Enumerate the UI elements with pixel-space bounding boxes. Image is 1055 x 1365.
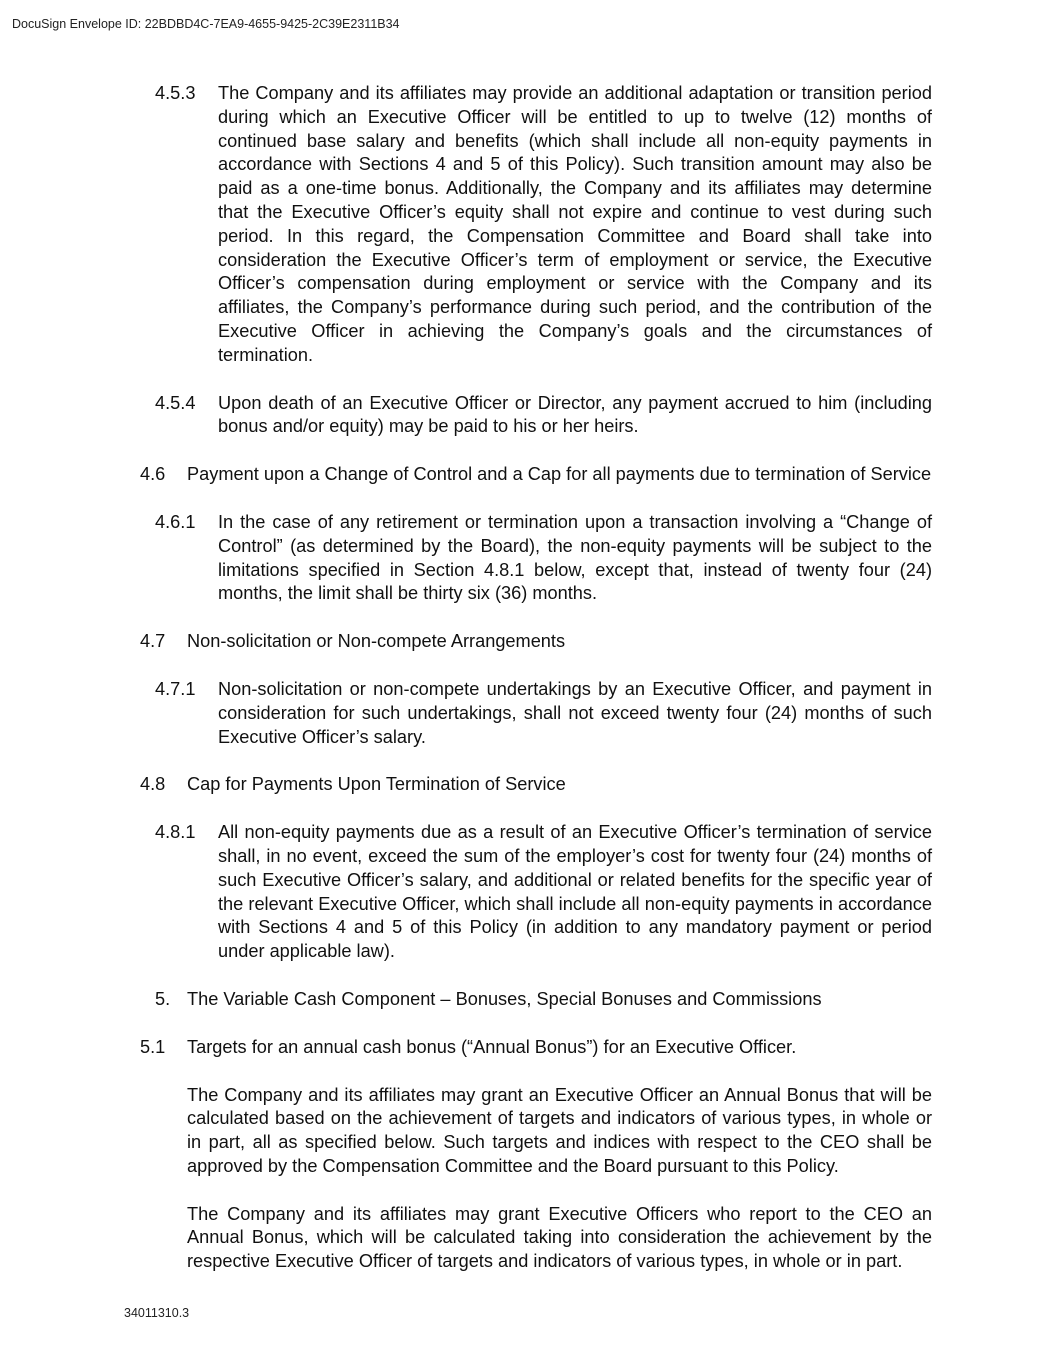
section-number: 4.8	[140, 774, 166, 795]
section-number: 4.5.3	[155, 83, 196, 103]
document-body	[140, 82, 932, 1274]
section-heading: Payment upon a Change of Control and a Cap for all payments due to termination of Service	[187, 464, 932, 485]
section-4-8-1	[140, 821, 932, 964]
section-number: 4.6.1	[155, 511, 196, 532]
section-heading: Cap for Payments Upon Termination of Service	[187, 774, 566, 795]
section-text: Upon death of an Executive Officer or Director, any payment accrued to him (including bonus and/or equity) may be paid to his or her heirs.	[218, 392, 932, 437]
section-4-6-1	[140, 511, 932, 606]
section-5-heading	[140, 988, 932, 1012]
section-number: 5.1	[140, 1036, 166, 1057]
section-number: 5.	[155, 988, 171, 1009]
paragraph-5-1-b: The Company and its affiliates may grant Executive Officers who report to the CEO an Annual Bonus, which will be calculated taking into consideration the achievement by the respective Executive Officer of targets and indicators of various types, in whole or in part.	[187, 1203, 932, 1272]
section-4-5-4	[140, 392, 932, 440]
section-4-6-heading	[140, 463, 932, 487]
section-number: 4.7.1	[155, 678, 196, 699]
section-4-5-3	[140, 82, 932, 368]
section-text: All non-equity payments due as a result of an Executive Officer’s termination of service shall, in no event, exceed the sum of the employer’s cost for twenty four (24) months of such Executive Officer’s salary, and additional or related benefits for the specific year of the relevant Executive Officer, which shall include all non-equity payments in accordance with Sections 4 and 5 of this Policy (in addition to any mandatory payment or period under applicable law).	[218, 822, 932, 962]
section-heading: The Variable Cash Component – Bonuses, Special Bonuses and Commissions	[187, 988, 822, 1009]
section-number: 4.5.4	[155, 392, 196, 413]
section-number: 4.8.1	[155, 822, 196, 843]
section-4-7-1	[140, 678, 932, 749]
section-number: 4.7	[140, 631, 166, 652]
section-text: In the case of any retirement or termination upon a transaction involving a “Change of Control” (as determined by the Board), the non-equity payments will be subject to the limitations specified in Section 4.8.1 below, except that, instead of twenty four (24) months, the limit shall be thirty six (36) months.	[218, 511, 932, 604]
section-heading: Targets for an annual cash bonus (“Annual Bonus”) for an Executive Officer.	[187, 1036, 797, 1057]
section-number: 4.6	[140, 464, 166, 485]
section-text: The Company and its affiliates may provide an additional adaptation or transition period during which an Executive Officer will be entitled to up to twelve (12) months of continued base salary and benefits (which shall include all non-equity payments in accordance with Sections 4 and 5 of this Policy). Such transition amount may also be paid as a one-time bonus. Additionally, the Company and its affiliates may determine that the Executive Officer’s equity shall not expire and continue to vest during such period. In this regard, the Compensation Committee and Board shall take into consideration the Executive Officer’s term of employment or service, the Executive Officer’s compensation during employment or service with the Company and its affiliates, the Company’s performance during such period, and the contribution of the Executive Officer in achieving the Company’s goals and the circumstances of termination.	[218, 83, 932, 365]
section-4-8-heading	[140, 773, 932, 797]
section-text: Non-solicitation or non-compete undertakings by an Executive Officer, and payment in consideration for such undertakings, shall not exceed twenty four (24) months of such Executive Officer’s salary.	[218, 678, 932, 747]
section-5-1-heading	[140, 1036, 932, 1060]
document-number: 34011310.3	[124, 1306, 190, 1320]
section-4-7-heading	[140, 630, 932, 654]
section-heading: Non-solicitation or Non-compete Arrangements	[187, 631, 566, 652]
paragraph-5-1-a: The Company and its affiliates may grant an Executive Officer an Annual Bonus that will be calculated based on the achievement of targets and indicators of various types, in whole or in part, all as specified below. Such targets and indices with respect to the CEO shall be approved by the Compensation Committee and the Board pursuant to this Policy.	[187, 1084, 932, 1176]
envelope-id: DocuSign Envelope ID: 22BDBD4C-7EA9-4655-9425-2C39E2311B34	[12, 17, 400, 31]
